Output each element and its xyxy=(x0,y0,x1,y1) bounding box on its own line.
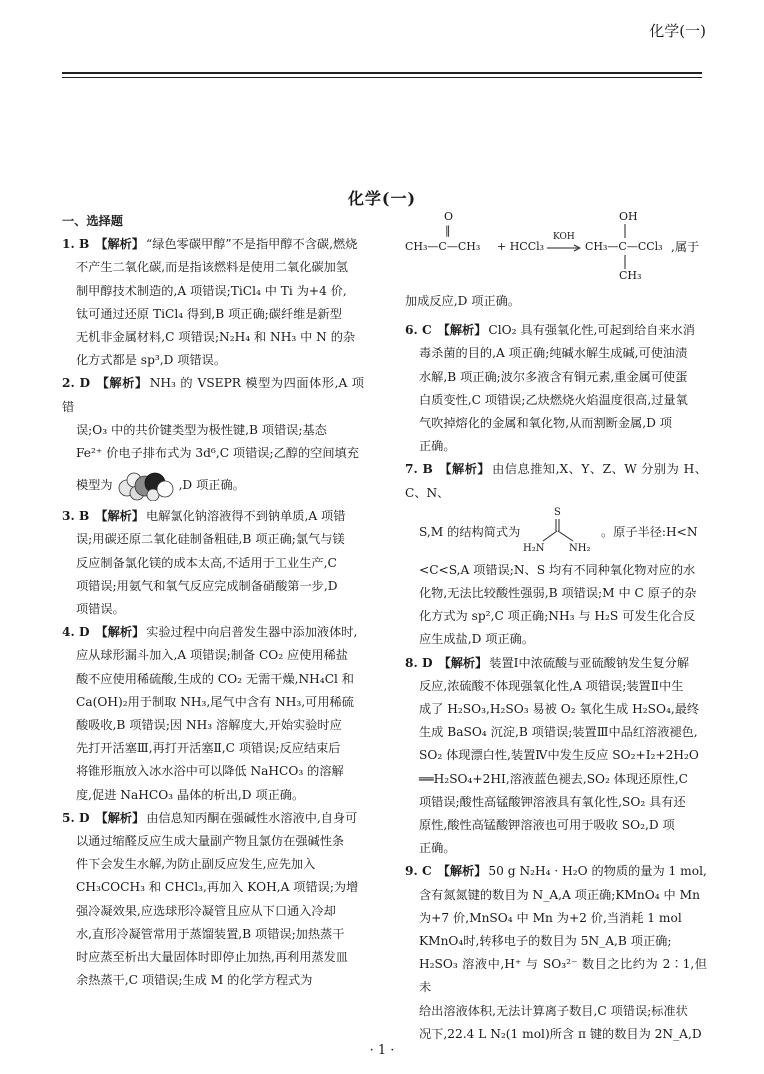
answer-4-line: 酸吸收,B 项错误;因 NH₃ 溶解度大,开始实验时应 xyxy=(76,718,342,733)
answer-9-line: 况下,22.4 L N₂(1 mol)所含 π 键的数目为 2N_A,D xyxy=(419,1026,702,1041)
answer-8-line: 正确。 xyxy=(419,841,456,856)
answer-7-line: <C<S,A 项错误;N、S 均有不同种氧化物对应的水 xyxy=(419,562,696,577)
answer-4-line: 将锥形瓶放入冰水浴中可以降低 NaHCO₃ 的溶解 xyxy=(76,764,344,779)
answer-5-line: 以通过缩醛反应生成大量副产物且氯仿在强碱性条 xyxy=(76,834,345,849)
answer-9-line: 给出溶液体积,无法计算离子数目,C 项错误;标准状 xyxy=(419,1003,688,1018)
answer-3-line: 电解氯化钠溶液得不到钠单质,A 项错 xyxy=(146,509,346,524)
answer-6-line: 气吹掉熔化的金属和氧化物,从而割断金属,D 项 xyxy=(419,416,672,431)
answer-8-head: 8. D xyxy=(405,655,433,670)
answer-3 xyxy=(62,505,364,621)
equation-tail: ,属于 xyxy=(671,240,700,254)
answer-3-line: 误;用碳还原二氧化硅制备粗硅,B 项正确;氯气与镁 xyxy=(76,532,345,547)
answer-2 xyxy=(62,372,364,505)
answer-8-line: 原性,酸性高锰酸钾溶液也可用于吸收 SO₂,D 项 xyxy=(419,818,675,833)
answer-7-head: 7. B xyxy=(405,462,433,477)
thiourea-amine-left: H₂N xyxy=(523,542,545,554)
answer-4 xyxy=(62,621,364,807)
answer-9-line: H₂SO₃ 溶液中,H⁺ 与 SO₃²⁻ 数目之比约为 2∶1,但未 xyxy=(419,957,707,995)
answer-8-line: 反应,浓硫酸不体现强氧化性,A 项错误;装置Ⅱ中生 xyxy=(419,678,684,693)
answer-1-head: 1. B xyxy=(62,237,90,252)
answer-5-line: 强冷凝效果,应选球形冷凝管且应从下口通入冷却 xyxy=(76,903,336,918)
answer-8 xyxy=(405,652,707,861)
answer-7-line: 应生成盐,D 项正确。 xyxy=(419,632,535,647)
answer-9-line: 50 g N₂H₄ · H₂O 的物质的量为 1 mol, xyxy=(488,864,707,879)
answer-3-line: 项错误;用氨气和氧气反应完成制备硝酸第一步,D xyxy=(76,578,338,593)
answer-2-line: 误;O₃ 中的共价键类型为极性键,B 项错误;基态 xyxy=(76,422,327,437)
running-header-title: 化学(一) xyxy=(649,22,706,40)
answer-5-line: 件下会发生水解,为防止副反应发生,应先加入 xyxy=(76,857,316,872)
reaction-equation xyxy=(405,210,707,286)
thiourea-amine-right: NH₂ xyxy=(569,542,591,554)
answer-4-line: 先打开活塞Ⅲ,再打开活塞Ⅱ,C 项错误;反应结束后 xyxy=(76,741,341,756)
analysis-tag: 【解析】 xyxy=(96,376,148,391)
answer-1-line: 化方式都是 sp³,D 项错误。 xyxy=(76,353,227,368)
answer-9-line: KMnO₄时,转移电子的数目为 5N_A,B 项正确; xyxy=(419,934,672,949)
bond-down-icon xyxy=(624,255,626,269)
answer-1-line: 不产生二氧化碳,而是指该燃料是使用二氧化碳加氢 xyxy=(76,260,348,275)
answer-5-line: 水,直形冷凝管常用于蒸馏装置,B 项错误;加热蒸干 xyxy=(76,926,345,941)
header-rule-thick xyxy=(62,72,702,74)
answer-4-line: 应从球形漏斗加入,A 项错误;制备 CO₂ 应使用稀盐 xyxy=(76,648,348,663)
answer-7-line: 化方式为 sp²,C 项正确;NH₃ 与 H₂S 可发生化合反 xyxy=(419,609,696,624)
thiourea-sulfur: S xyxy=(554,506,561,518)
answer-8-line: SO₂ 体现漂白性,装置Ⅳ中发生反应 SO₂+I₂+2H₂O xyxy=(419,748,699,763)
answer-1-line: 无机非金属材料,C 项错误;N₂H₄ 和 NH₃ 中 N 的杂 xyxy=(76,330,356,345)
answer-2-head: 2. D xyxy=(62,376,91,391)
answer-6-line: 毒杀菌的目的,A 项正确;纯碱水解生成碱,可使油渍 xyxy=(419,346,688,361)
ethanol-space-filling-model-icon xyxy=(117,471,175,501)
answer-8-line: 生成 BaSO₄ 沉淀,B 项错误;装置Ⅲ中品红溶液褪色, xyxy=(419,725,698,740)
answer-4-head: 4. D xyxy=(62,625,90,640)
answer-5-line: 由信息知丙酮在强碱性水溶液中,自身可 xyxy=(146,810,358,825)
answer-9 xyxy=(405,860,707,1046)
thiourea-bonds-icon xyxy=(523,519,593,543)
answer-8-line: 成了 H₂SO₃,H₂SO₃ 易被 O₂ 氧化生成 H₂SO₄,最终 xyxy=(419,702,700,717)
analysis-tag: 【解析】 xyxy=(95,625,145,640)
thiourea-structure xyxy=(523,505,593,559)
answer-8-line: 装置Ⅰ中浓硫酸与亚硫酸钠发生复分解 xyxy=(489,655,690,670)
reaction-arrow-icon xyxy=(547,244,581,252)
analysis-tag: 【解析】 xyxy=(437,864,487,879)
answer-2-line: Fe²⁺ 价电子排布式为 3d⁶,C 项错误;乙醇的空间填充 xyxy=(76,446,359,461)
section-heading: 一、选择题 xyxy=(62,214,123,228)
answer-1-line: “绿色零碳甲醇”不是指甲醇不含碳,燃烧 xyxy=(146,237,358,252)
answer-6-head: 6. C xyxy=(405,323,432,338)
header-rule-thin xyxy=(62,77,702,78)
answer-4-line: 酸不应使用稀硫酸,生成的 CO₂ 无需干燥,NH₄Cl 和 xyxy=(76,671,354,686)
analysis-tag: 【解析】 xyxy=(438,655,488,670)
answer-5 xyxy=(62,807,364,993)
answer-9-head: 9. C xyxy=(405,864,432,879)
answer-2-line: NH₃ 的 VSEPR 模型为四面体形,A 项错 xyxy=(62,376,364,414)
answer-7 xyxy=(405,458,707,651)
answer-6-line: 白质变性,C 项错误;乙炔燃烧火焰温度很高,过量氧 xyxy=(419,392,688,407)
answer-5-line: 余热蒸干,C 项错误;生成 M 的化学方程式为 xyxy=(76,973,313,988)
answer-6-line: 水解,B 项正确;波尔多液含有铜元素,重金属可使蛋 xyxy=(419,369,688,384)
analysis-tag: 【解析】 xyxy=(437,323,487,338)
analysis-tag: 【解析】 xyxy=(95,509,145,524)
answer-6 xyxy=(405,319,707,458)
analysis-tag: 【解析】 xyxy=(438,462,491,477)
answer-5-head: 5. D xyxy=(62,810,90,825)
chloroform-term: + HCCl₃ xyxy=(497,240,545,253)
answer-1-line: 制甲醇技术制造的,A 项错误;TiCl₄ 中 Ti 为+4 价, xyxy=(76,283,347,298)
answer-5-line: CH₃COCH₃ 和 CHCl₃,再加入 KOH,A 项错误;为增 xyxy=(76,880,359,895)
answer-6-line: ClO₂ 具有强氧化性,可起到给自来水消 xyxy=(488,323,695,338)
answer-4-line: 实验过程中向启普发生器中添加液体时, xyxy=(146,625,358,640)
analysis-tag: 【解析】 xyxy=(95,810,145,825)
answer-1-line: 钛可通过还原 TiCl₄ 得到,B 项正确;碳纤维是新型 xyxy=(76,306,342,321)
answer-3-head: 3. B xyxy=(62,509,90,524)
answer-9-line: 为+7 价,MnSO₄ 中 Mn 为+2 价,当消耗 1 mol xyxy=(419,910,682,925)
page-number: · 1 · xyxy=(369,1043,395,1058)
answer-7-line: 化物,无法比较酸性强弱,B 项错误;M 中 C 原子的杂 xyxy=(419,586,697,601)
answer-1 xyxy=(62,233,364,372)
answer-2-line: ,D 项正确。 xyxy=(178,478,245,493)
bond-up-icon xyxy=(624,224,626,238)
answer-5-line: 时应蒸至析出大量固体时即停止加热,再利用蒸发皿 xyxy=(76,950,348,965)
answer-2-line: 模型为 xyxy=(76,478,113,493)
right-column xyxy=(405,210,707,1046)
answer-8-line: ══H₂SO₄+2HI,溶液蓝色褪去,SO₂ 体现还原性,C xyxy=(419,771,688,786)
equation-conclusion: 加成反应,D 项正确。 xyxy=(405,294,521,308)
hydroxyl-group: OH xyxy=(619,210,638,223)
answer-9-line: 含有氮氮键的数目为 N_A,A 项正确;KMnO₄ 中 Mn xyxy=(419,887,700,902)
double-bond-mark: ‖ xyxy=(445,224,451,237)
answer-3-line: 反应制备氯化镁的成本太高,不适用于工业生产,C xyxy=(76,555,337,570)
reaction-condition: KOH xyxy=(553,232,575,242)
answer-3-line: 项错误。 xyxy=(76,602,125,617)
methyl-group: CH₃ xyxy=(619,269,642,282)
analysis-tag: 【解析】 xyxy=(95,237,145,252)
left-column xyxy=(62,210,364,993)
answer-6-line: 正确。 xyxy=(419,439,456,454)
answer-4-line: 度,促进 NaHCO₃ 晶体的析出,D 项正确。 xyxy=(76,787,305,802)
answer-8-line: 项错误;酸性高锰酸钾溶液具有氧化性,SO₂ 具有还 xyxy=(419,794,686,809)
answer-7-line: S,M 的结构简式为 xyxy=(419,524,521,539)
product-formula: CH₃—C—CCl₃ xyxy=(585,240,663,253)
acetone-formula: CH₃—C—CH₃ xyxy=(405,240,481,253)
page-title: 化学(一) xyxy=(347,189,417,208)
carbonyl-oxygen: O xyxy=(444,210,454,223)
answer-7-line: 由信息推知,X、Y、Z、W 分别为 H、C、N、 xyxy=(405,462,707,500)
answer-7-line: 。原子半径:H<N xyxy=(601,524,698,539)
answer-4-line: Ca(OH)₂用于制取 NH₃,尾气中含有 NH₃,可用稀硫 xyxy=(76,694,354,709)
